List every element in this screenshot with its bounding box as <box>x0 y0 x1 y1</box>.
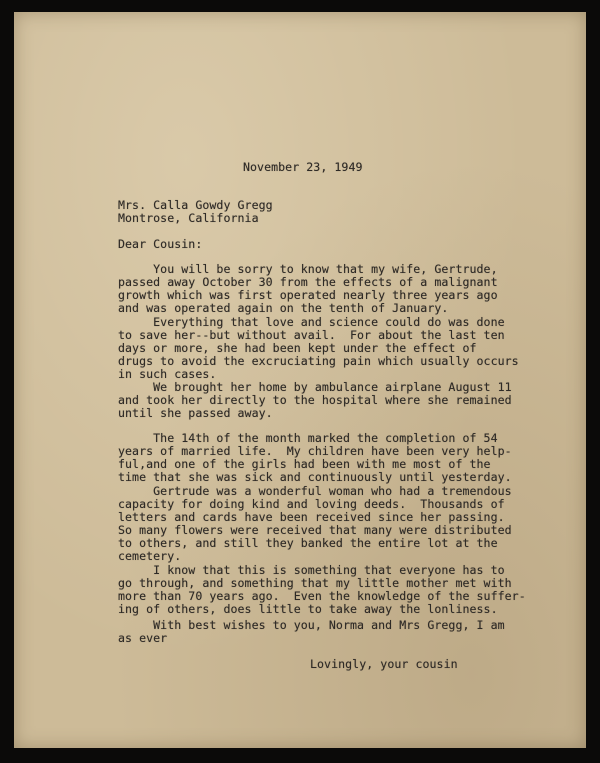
paragraph-line: growth which was first operated nearly three years ago <box>118 288 498 302</box>
paragraph-7 <box>118 619 505 645</box>
paragraph-line: The 14th of the month marked the completion of 54 <box>118 431 498 445</box>
paragraph-line: You will be sorry to know that my wife, Gertrude, <box>118 262 498 276</box>
paragraph-line: ing of others, does little to take away the lonliness. <box>118 602 498 616</box>
paragraph-4 <box>118 432 512 484</box>
paragraph-5 <box>118 485 512 563</box>
paragraph-line: With best wishes to you, Norma and Mrs Gregg, I am <box>118 618 505 632</box>
paragraph-line: go through, and something that my little mother met with <box>118 576 512 590</box>
recipient-name: Mrs. Calla Gowdy Gregg <box>118 198 273 212</box>
letter-page <box>14 12 586 748</box>
paragraph-line: drugs to avoid the excruciating pain which usually occurs <box>118 354 519 368</box>
paragraph-3 <box>118 381 512 420</box>
paragraph-line: Everything that love and science could do was done <box>118 315 505 329</box>
paragraph-2 <box>118 316 519 381</box>
paragraph-line: cemetery. <box>118 549 182 563</box>
paragraph-line: to save her--but without avail. For about the last ten <box>118 328 505 342</box>
paragraph-line: So many flowers were received that many were distributed <box>118 523 512 537</box>
paragraph-6 <box>118 564 526 616</box>
paragraph-line: I know that this is something that everyone has to <box>118 563 505 577</box>
paragraph-line: and took her directly to the hospital where she remained <box>118 393 512 407</box>
paragraph-line: in such cases. <box>118 367 217 381</box>
salutation: Dear Cousin: <box>118 237 203 251</box>
paragraph-line: passed away October 30 from the effects of a malignant <box>118 275 498 289</box>
paragraph-line: until she passed away. <box>118 406 273 420</box>
paragraph-line: years of married life. My children have been very help- <box>118 444 512 458</box>
paragraph-line: time that she was sick and continuously until yesterday. <box>118 470 512 484</box>
paragraph-line: more than 70 years ago. Even the knowledge of the suffer- <box>118 589 526 603</box>
letter-date: November 23, 1949 <box>243 160 363 174</box>
paragraph-line: and was operated again on the tenth of January. <box>118 301 449 315</box>
paragraph-line: letters and cards have been received since her passing. <box>118 510 505 524</box>
paragraph-line: Gertrude was a wonderful woman who had a tremendous <box>118 484 512 498</box>
paragraph-line: capacity for doing kind and loving deeds. Thousands of <box>118 497 505 511</box>
paragraph-line: ful,and one of the girls had been with me most of the <box>118 457 491 471</box>
recipient-place: Montrose, California <box>118 211 259 225</box>
paragraph-line: to others, and still they banked the entire lot at the <box>118 536 498 550</box>
paragraph-line: We brought her home by ambulance airplane August 11 <box>118 380 512 394</box>
paragraph-line: days or more, she had been kept under the effect of <box>118 341 477 355</box>
paragraph-line: as ever <box>118 631 168 645</box>
paragraph-1 <box>118 263 498 315</box>
closing: Lovingly, your cousin <box>310 657 458 671</box>
